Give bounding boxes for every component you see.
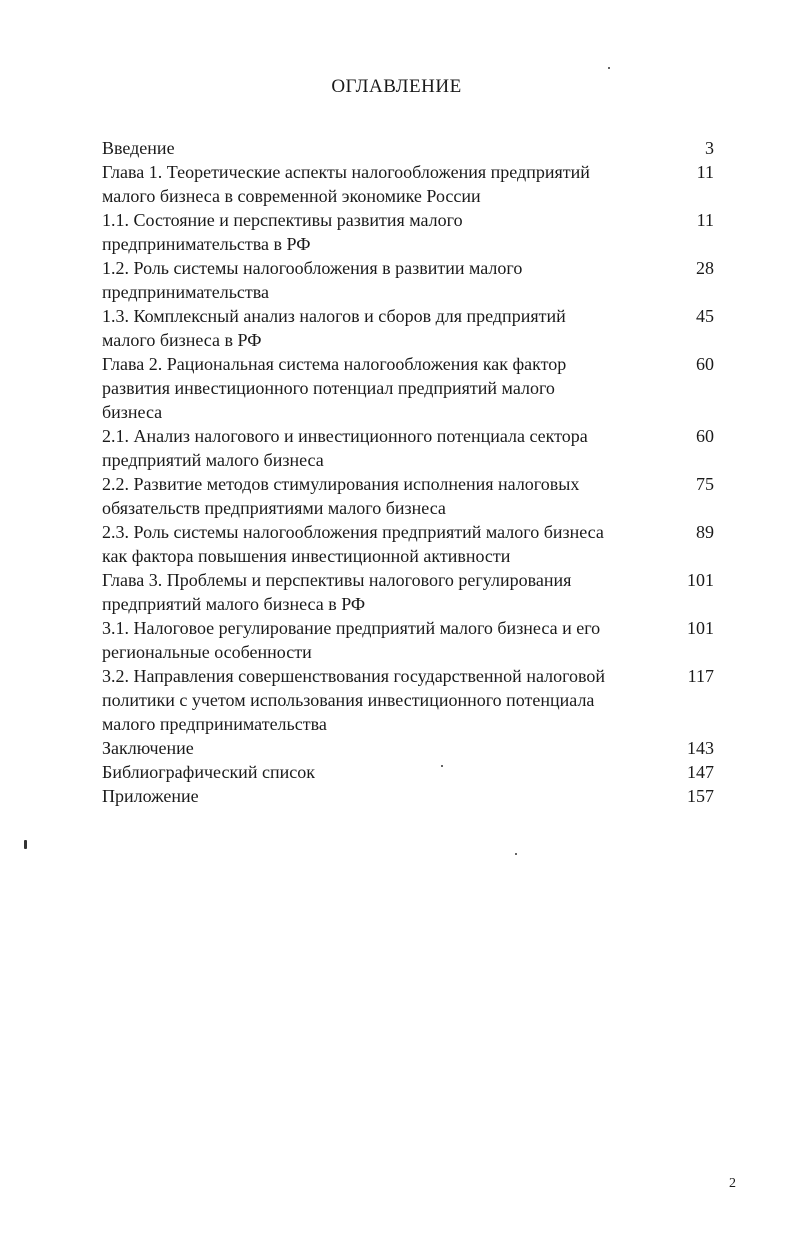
toc-entry	[102, 784, 722, 808]
toc-entry-page: 157	[687, 786, 714, 806]
toc-entry	[102, 736, 722, 760]
toc-entry-title: Введение	[102, 138, 175, 158]
toc-entry-title: 1.2. Роль системы налогообложения в развитии малого предпринимательства	[102, 258, 523, 302]
scan-speck	[608, 67, 610, 69]
toc-entry	[102, 664, 722, 736]
toc-entry-page: 45	[696, 306, 714, 326]
toc-entry-title: Глава 3. Проблемы и перспективы налогового регулирования предприятий малого бизнеса в РФ	[102, 570, 572, 614]
toc-entry-title: Приложение	[102, 786, 199, 806]
toc-entry-page: 117	[687, 666, 714, 686]
toc-entry	[102, 520, 722, 568]
toc-entry	[102, 568, 722, 616]
toc-entry-title: 2.1. Анализ налогового и инвестиционного потенциала сектора предприятий малого бизнеса	[102, 426, 588, 470]
toc-entry-title: 1.3. Комплексный анализ налогов и сборов для предприятий малого бизнеса в РФ	[102, 306, 566, 350]
toc-entry-title: Глава 2. Рациональная система налогообложения как фактор развития инвестиционного потенциал предприятий малого бизнеса	[102, 354, 567, 422]
toc-entry-page: 3	[705, 138, 714, 158]
page-title: ОГЛАВЛЕНИЕ	[331, 76, 462, 97]
toc-entry-title: Глава 1. Теоретические аспекты налогообложения предприятий малого бизнеса в современной экономике России	[102, 162, 590, 206]
toc-entry-page: 11	[696, 210, 714, 230]
toc-entry	[102, 352, 722, 424]
toc-entry-title: Заключение	[102, 738, 194, 758]
toc-entry-title: Библиографический список	[102, 762, 315, 782]
toc-entry	[102, 424, 722, 472]
page-number: 2	[729, 1176, 736, 1191]
toc-entry-page: 143	[687, 738, 714, 758]
toc-entry	[102, 616, 722, 664]
toc-entry-title: 2.3. Роль системы налогообложения предприятий малого бизнеса как фактора повышения инвестиционной активности	[102, 522, 604, 566]
toc-entry	[102, 256, 722, 304]
toc-entry	[102, 160, 722, 208]
toc-entry	[102, 304, 722, 352]
toc-entry-page: 60	[696, 354, 714, 374]
scan-speck	[24, 840, 27, 849]
toc-entry-page: 60	[696, 426, 714, 446]
toc-entry-page: 147	[687, 762, 714, 782]
scan-speck	[515, 853, 517, 855]
toc-entry	[102, 472, 722, 520]
toc-entry-page: 28	[696, 258, 714, 278]
toc-entry-page: 11	[696, 162, 714, 182]
toc-entry-page: 101	[687, 570, 714, 590]
toc-entry	[102, 136, 722, 160]
toc-entry-page: 89	[696, 522, 714, 542]
scan-speck	[441, 765, 443, 767]
toc-entry-title: 3.1. Налоговое регулирование предприятий малого бизнеса и его региональные особенности	[102, 618, 601, 662]
toc-entry-page: 101	[687, 618, 714, 638]
toc-entry-title: 1.1. Состояние и перспективы развития малого предпринимательства в РФ	[102, 210, 463, 254]
toc-entry-title: 2.2. Развитие методов стимулирования исполнения налоговых обязательств предприятиями малого бизнеса	[102, 474, 580, 518]
toc-entry-page: 75	[696, 474, 714, 494]
toc-entry-title: 3.2. Направления совершенствования государственной налоговой политики с учетом использования инвестиционного потенциала малого предпринимательства	[102, 666, 606, 734]
toc-entry	[102, 760, 722, 784]
toc-entry	[102, 208, 722, 256]
table-of-contents	[102, 136, 722, 808]
